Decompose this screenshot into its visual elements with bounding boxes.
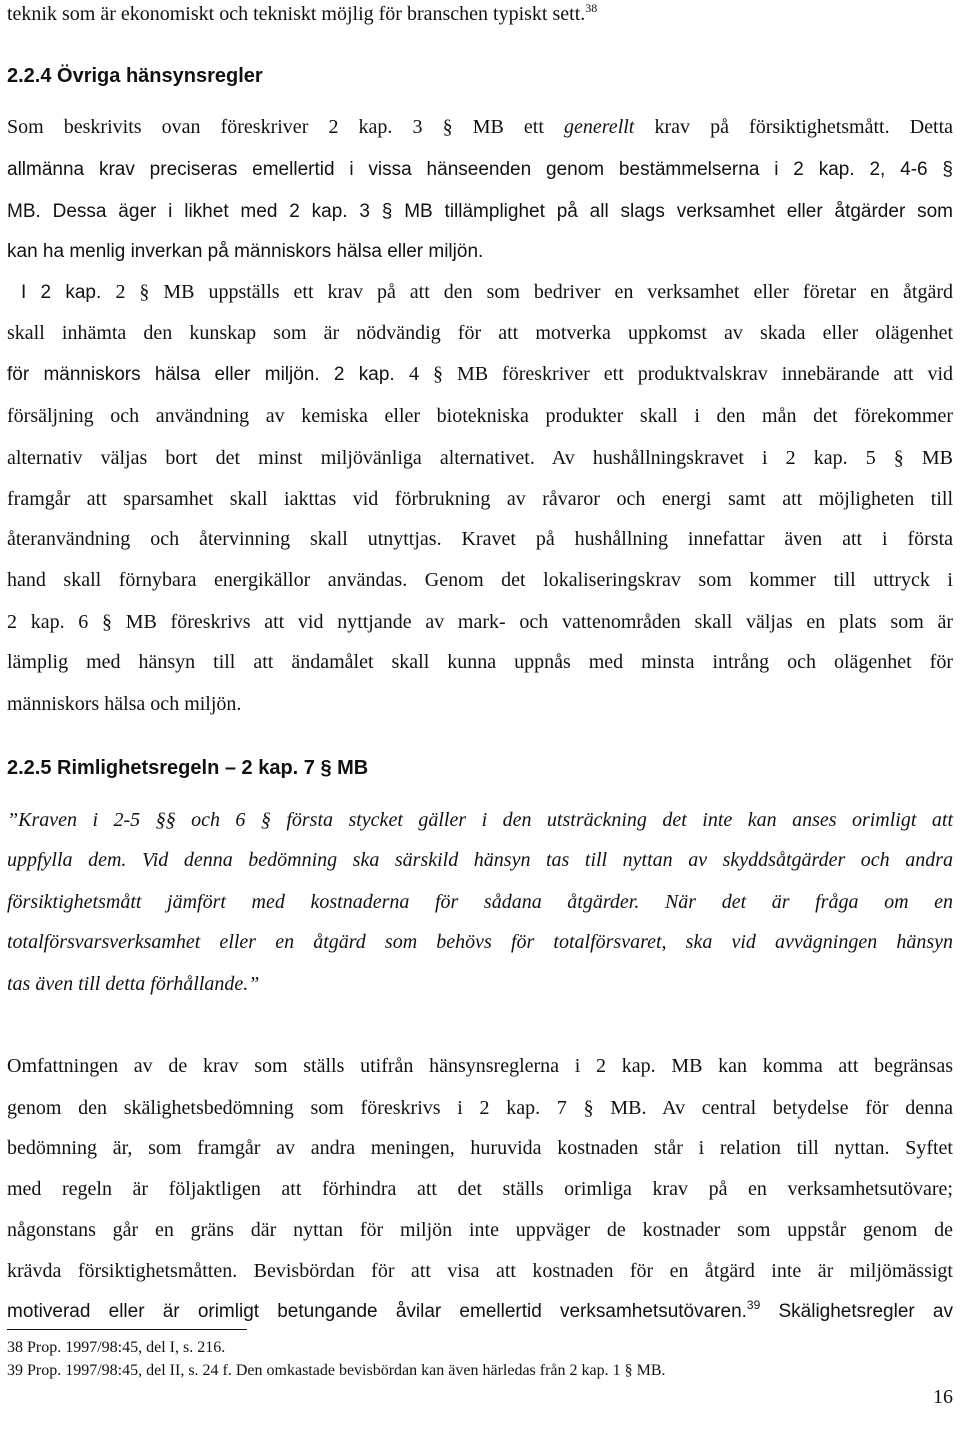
quote-line: ”Kraven i 2-5 §§ och 6 § första stycket gäller i den utsträckning det inte kan anses orimligt att [7,809,953,831]
text-run: framgår att sparsamhet skall iakttas vid förbrukning av råvaror och energi samt att möjligheten till [7,488,953,510]
paragraph-line [7,199,953,224]
body-line: genom den skälighetsbedömning som föreskrivs i 2 kap. 7 § MB. Av central betydelse för denna [7,1097,953,1119]
quote-line: totalförsvarsverksamhet eller en åtgärd som behövs för totalförsvaret, ska vid avvägningen hänsyn [7,931,953,953]
text-run: allmänna krav preciseras emellertid i vissa hänseenden genom bestämmelserna i 2 kap. 2, 4-6 § [7,159,953,180]
footnote-divider [7,1329,247,1330]
text-run: skall inhämta den kunskap som är nödvändig för att motverka uppkomst av skada eller olägenhet [7,322,953,344]
text-run: MB. Dessa äger i likhet med 2 kap. 3 § MB tillämplighet på all slags verksamhet eller åtgärder som [7,201,953,222]
text-run: Som beskrivits ovan föreskriver 2 kap. 3 § MB ett [7,116,565,138]
quote-line: uppfylla dem. Vid denna bedömning ska särskild hänsyn tas till nyttan av skyddsåtgärder och andra [7,849,953,871]
paragraph-line [7,610,953,634]
paragraph-line [7,692,953,716]
page-number: 16 [933,1386,953,1408]
footnote-ref-38: 38 [585,1,598,15]
body-line: med regeln är följaktligen att förhindra att det ställs orimliga krav på en verksamhetsutövare; [7,1178,953,1200]
body-line: krävda försiktighetsmåtten. Bevisbördan för att visa att kostnaden för en åtgärd inte är miljömässigt [7,1260,953,1282]
paragraph-line [7,362,953,387]
body-line-last-tail: Skälighetsregler av [760,1301,953,1322]
paragraph-line [7,527,953,551]
top-line-text: teknik som är ekonomiskt och tekniskt möjlig för branschen typiskt sett. [7,3,586,25]
text-run: lämplig med hänsyn till att ändamålet skall kunna uppnås med minsta intrång och olägenhet för [7,651,953,673]
footnote-38: 38 Prop. 1997/98:45, del I, s. 216. [7,1339,226,1356]
paragraph-line [7,650,953,674]
quote-line: tas även till detta förhållande.” [7,973,260,995]
text-run: 2 § MB uppställs ett krav på att den som bedriver en verksamhet eller företar en åtgärd [115,281,953,303]
body-line-last-text: motiverad eller är orimligt betungande åvilar emellertid verksamhetsutövaren. [7,1301,747,1322]
quote-line: försiktighetsmått jämfört med kostnaderna för sådana åtgärder. När det är fråga om en [7,891,953,913]
body-line: bedömning är, som framgår av andra meningen, huruvida kostnaden står i relation till nyttan. Syftet [7,1137,953,1159]
body-line: någonstans går en gräns där nyttan för miljön inte uppväger de kostnader som uppstår genom de [7,1219,953,1241]
top-line [7,2,953,26]
text-run: I 2 kap. [21,282,116,303]
text-run: för människors hälsa eller miljön. 2 kap. [7,364,409,385]
body-line: Omfattningen av de krav som ställs utifrån hänsynsreglerna i 2 kap. MB kan komma att begränsas [7,1055,953,1077]
text-run: försäljning och användning av kemiska eller biotekniska produkter skall i den mån det förekommer [7,405,953,427]
text-run: hand skall förnybara energikällor användas. Genom det lokaliseringskrav som kommer till uttryck i [7,569,953,591]
paragraph-line [7,487,953,511]
section-heading-224: 2.2.4 Övriga hänsynsregler [7,65,263,87]
text-run: kan ha menlig inverkan på människors hälsa eller miljön. [7,241,484,262]
text-run: krav på försiktighetsmått. Detta [634,116,954,138]
paragraph-line [7,404,953,428]
text-run: generellt [564,116,635,138]
paragraph-line [7,321,953,345]
body-line-last [7,1300,953,1324]
paragraph-line [7,446,953,470]
footnote-ref-39: 39 [746,1298,761,1312]
paragraph-line [21,280,953,305]
section-heading-225: 2.2.5 Rimlighetsregeln – 2 kap. 7 § MB [7,757,369,779]
text-run: 2 kap. 6 § MB föreskrivs att vid nyttjande av mark- och vattenområden skall väljas en plats som är [7,611,953,633]
paragraph-line [7,115,953,139]
text-run: människors hälsa och miljön. [7,693,242,715]
paragraph-line [7,568,953,592]
text-run: återanvändning och återvinning skall utnyttjas. Kravet på hushållning innefattar även att i första [7,528,953,550]
footnote-39: 39 Prop. 1997/98:45, del II, s. 24 f. Den omkastade bevisbördan kan även härledas från 2 kap. 1 § MB. [7,1362,666,1379]
text-run: 4 § MB föreskriver ett produktvalskrav innebärande att vid [408,363,954,385]
text-run: alternativ väljas bort det minst miljövänliga alternativet. Av hushållningskravet i 2 kap. 5 § MB [7,447,953,469]
paragraph-line [7,239,953,264]
paragraph-line [7,157,953,182]
